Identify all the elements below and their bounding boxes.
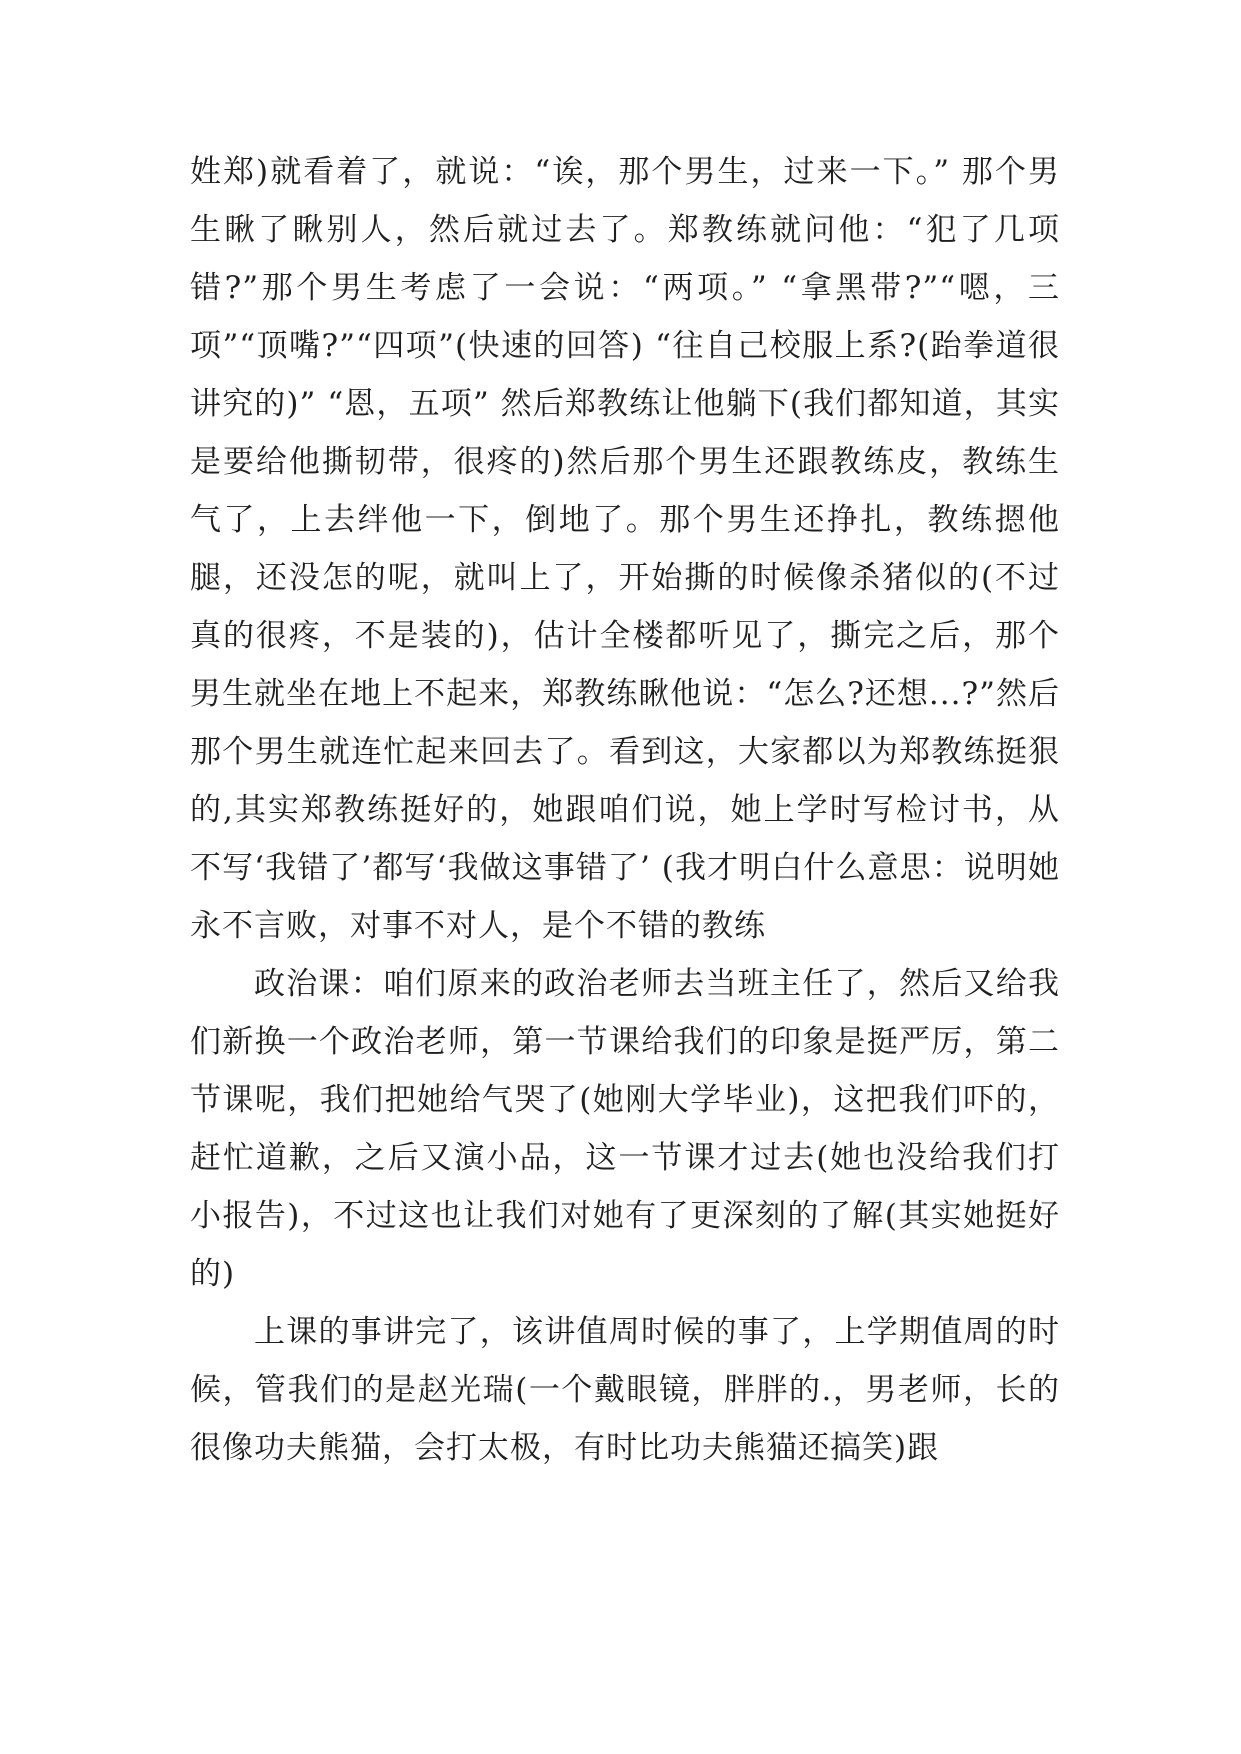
- paragraph-2: 政治课：咱们原来的政治老师去当班主任了，然后又给我们新换一个政治老师，第一节课给我们的印象是挺严厉，第二节课呢，我们把她给气哭了(她刚大学毕业)，这把我们吓的，赶忙道歉，之后又演小品，这一节课才过去(她也没给我们打小报告)，不过这也让我们对她有了更深刻的了解(其实她挺好的): [190, 966, 1060, 1292]
- paragraph-3: 上课的事讲完了，该讲值周时候的事了，上学期值周的时候，管我们的是赵光瑞(一个戴眼镜，胖胖的.，男老师，长的很像功夫熊猫，会打太极，有时比功夫熊猫还搞笑)跟: [190, 1314, 1060, 1466]
- body-text: [190, 143, 1060, 1477]
- paragraph-1: 姓郑)就看着了，就说：“诶，那个男生，过来一下。” 那个男生瞅了瞅别人，然后就过去了。郑教练就问他：“犯了几项错?”那个男生考虑了一会说：“两项。” “拿黑带?”“嗯，三项”“顶嘴?”“四项”(快速的回答) “往自己校服上系?(跆拳道很讲究的)” “恩，五项” 然后郑教练让他躺下(我们都知道，其实是要给他撕韧带，很疼的)然后那个男生还跟教练皮，教练生气了，上去绊他一下，倒地了。那个男生还挣扎，教练摁他腿，还没怎的呢，就叫上了，开始撕的时候像杀猪似的(不过真的很疼，不是装的)，估计全楼都听见了，撕完之后，那个男生就坐在地上不起来，郑教练瞅他说：“怎么?还想...?”然后那个男生就连忙起来回去了。看到这，大家都以为郑教练挺狠的,其实郑教练挺好的，她跟咱们说，她上学时写检讨书，从不写‘我错了’都写‘我做这事错了’ (我才明白什么意思：说明她永不言败，对事不对人，是个不错的教练: [190, 154, 1060, 944]
